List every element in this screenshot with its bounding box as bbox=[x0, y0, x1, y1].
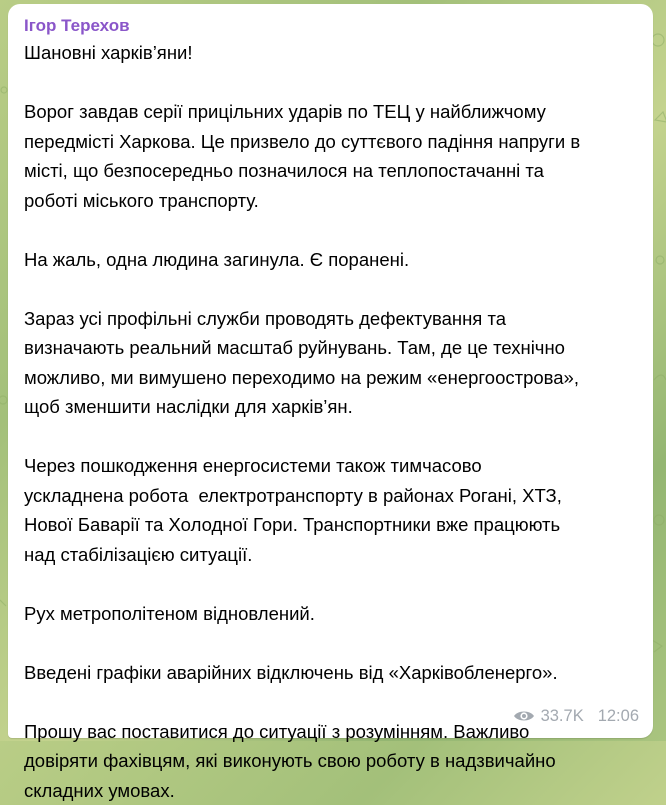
paragraph-spacer bbox=[24, 422, 641, 452]
message-text bbox=[22, 38, 641, 805]
message-line: довіряти фахівцям, які виконують свою роботу в надзвичайно bbox=[24, 750, 556, 771]
message-paragraph bbox=[24, 599, 641, 629]
message-meta bbox=[513, 706, 639, 726]
message-line: щоб зменшити наслідки для харків’ян. bbox=[24, 396, 353, 417]
message-line: Зараз усі профільні служби проводять дефектування та bbox=[24, 308, 506, 329]
message-line: визначають реальний масштаб руйнувань. Там, де це технічно bbox=[24, 337, 565, 358]
message-line: ускладнена робота електротранспорту в районах Рогані, ХТЗ, bbox=[24, 485, 562, 506]
eye-icon bbox=[513, 709, 535, 723]
message-line: Через пошкодження енергосистеми також тимчасово bbox=[24, 455, 482, 476]
message-line: Шановні харків’яни! bbox=[24, 42, 193, 63]
paragraph-spacer bbox=[24, 569, 641, 599]
message-line: Ворог завдав серії прицільних ударів по ТЕЦ у найближчому bbox=[24, 101, 546, 122]
paragraph-spacer bbox=[24, 215, 641, 245]
message-line: Рух метрополітеном відновлений. bbox=[24, 603, 315, 624]
paragraph-spacer bbox=[24, 628, 641, 658]
message-paragraph bbox=[24, 38, 641, 68]
message-line: На жаль, одна людина загинула. Є поранені. bbox=[24, 249, 409, 270]
message-paragraph bbox=[24, 304, 641, 422]
author-name[interactable]: Ігор Терехов bbox=[22, 14, 641, 38]
message-line: роботі міського транспорту. bbox=[24, 190, 259, 211]
message-line: передмісті Харкова. Це призвело до суттєвого падіння напруги в bbox=[24, 131, 580, 152]
message-line: Нової Баварії та Холодної Гори. Транспортники вже працюють bbox=[24, 514, 560, 535]
message-line: Прошу вас поставитися до ситуації з розумінням. Важливо bbox=[24, 721, 529, 742]
view-count: 33.7K bbox=[541, 706, 584, 726]
message-line: над стабілізацією ситуації. bbox=[24, 544, 252, 565]
message-line: Введені графіки аварійних відключень від «Харківобленерго». bbox=[24, 662, 558, 683]
message-line: можливо, ми вимушено переходимо на режим «енергоострова», bbox=[24, 367, 579, 388]
message-line: місті, що безпосередньо позначилося на теплопостачанні та bbox=[24, 160, 544, 181]
paragraph-spacer bbox=[24, 274, 641, 304]
message-time: 12:06 bbox=[598, 706, 639, 726]
paragraph-spacer bbox=[24, 68, 641, 98]
message-bubble[interactable] bbox=[8, 4, 653, 738]
message-paragraph bbox=[24, 658, 641, 688]
message-paragraph bbox=[24, 97, 641, 215]
message-paragraph bbox=[24, 451, 641, 569]
message-paragraph bbox=[24, 245, 641, 275]
message-line: складних умовах. bbox=[24, 780, 175, 801]
message-paragraph bbox=[24, 717, 641, 805]
